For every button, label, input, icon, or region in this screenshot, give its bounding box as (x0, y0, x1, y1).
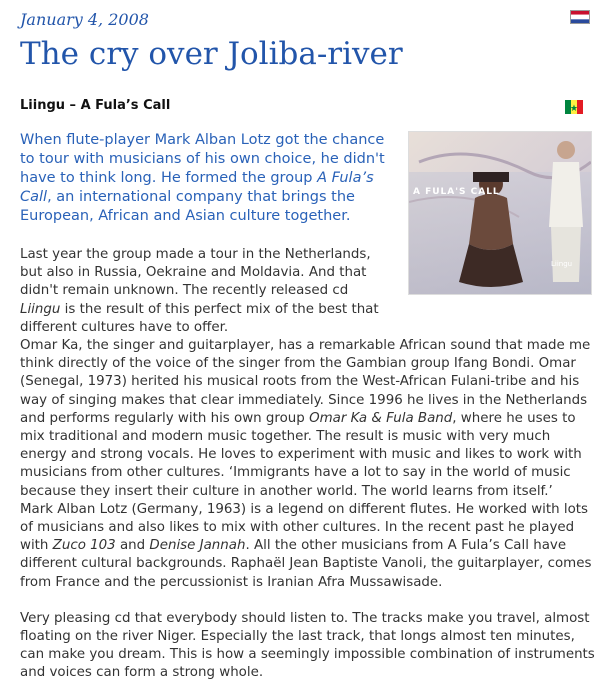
band-name: A Fula’s Call (20, 170, 374, 205)
paragraph-mark-alban-lotz: Mark Alban Lotz (Germany, 1963) is a legend on different flutes. He worked with lots of musicians and also likes to mix with other cultures. In the recent past he played with Zuco 103 and Denise Jannah. All the other musicians from A Fula’s Call have different cultural backgrounds. Raphaël Jean Baptiste Vanoli, the guitarplayer, comes from France and the percussionist is Iranian Afra Mussawisade. (20, 501, 592, 590)
album-name: Liingu (20, 301, 61, 317)
article-body (20, 246, 595, 683)
group-name: Zuco 103 (52, 538, 116, 554)
paragraph-tour: Last year the group made a tour in the Netherlands, but also in Russia, Oekraine and Moldavia. And that didn't remain unknown. The recently released cd Liingu is the result of this perfect mix of the best that different cultures have to offer. (20, 247, 379, 335)
intro-text: When flute-player Mark Alban Lotz got the chance to tour with musicians of his own choice, he didn't have to think long. He formed the group (20, 132, 385, 186)
article-title: The cry over Joliba-river (20, 36, 403, 72)
cover-band-text: A FULA'S CALL (413, 187, 500, 197)
album-subtitle: Liingu – A Fula’s Call (20, 98, 171, 113)
group-name: Omar Ka & Fula Band (309, 410, 453, 426)
intro-paragraph (20, 131, 400, 226)
intro-text: , an international company that brings the European, African and Asian culture together. (20, 189, 355, 224)
paragraph-conclusion: Very pleasing cd that everybody should listen to. The tracks make you travel, almost floating on the river Niger. Especially the last track, that longs almost ten minutes, can make you dream. This is how a seemingly impossible combination of instruments and voices can form a strong whole. (20, 610, 595, 681)
artist-name: Denise Jannah (149, 538, 246, 554)
paragraph-omar-ka: Omar Ka, the singer and guitarplayer, has a remarkable African sound that made me think directly of the voice of the singer from the Gambian group Ifang Bondi. Omar (Senegal, 1973) herited his musical roots from the West-African Fulani-tribe and his way of singing makes that clear immediately. Since 1996 he lives in the Netherlands and performs regularly with his own group Omar Ka & Fula Band, where he uses to mix traditional and modern music together. The result is music with very much energy and strong vocals. He loves to experiment with music and likes to work with musicians from other cultures. ‘Immigrants have a lot to say in the world of music because they insert their culture in another world. The world learns from itself.’ (20, 338, 591, 499)
cover-album-text: Liingu (551, 260, 573, 268)
dutch-flag-icon[interactable] (570, 10, 590, 24)
senegal-flag-icon (565, 100, 583, 114)
article-date: January 4, 2008 (20, 10, 149, 29)
